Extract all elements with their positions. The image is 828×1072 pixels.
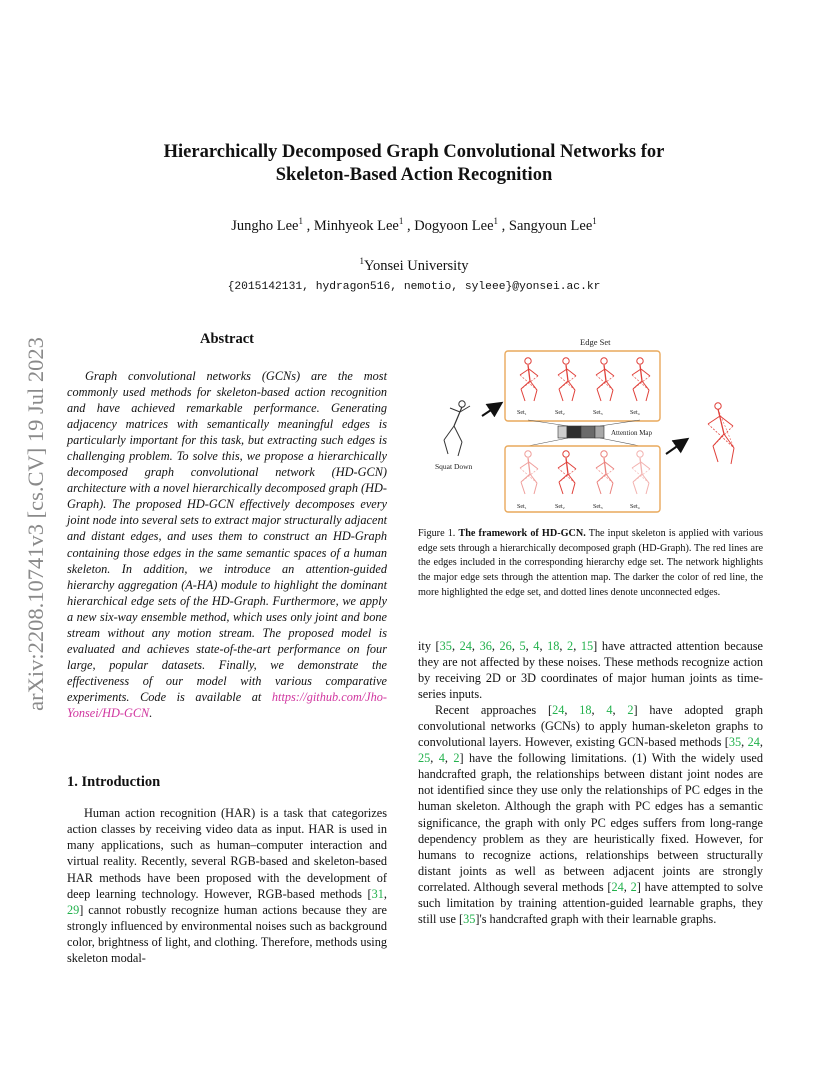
arxiv-identifier: arXiv:2208.10741v3 [cs.CV] 19 Jul 2023 xyxy=(23,337,48,711)
citation-link[interactable]: 25 xyxy=(418,751,431,766)
output-skeleton-icon xyxy=(708,403,734,464)
citation-separator: , xyxy=(444,751,454,766)
figure-caption xyxy=(418,527,763,601)
affiliation-mark: 1 xyxy=(298,216,303,227)
output-arrow-icon xyxy=(666,440,686,454)
connector-line xyxy=(600,438,640,446)
edge-set-label: Edge Set xyxy=(580,337,611,347)
set-label: Set₄ xyxy=(630,504,640,510)
body-text: ity [ xyxy=(418,639,440,653)
skeleton-set-2-icon xyxy=(558,358,576,401)
introduction-heading: 1. Introduction xyxy=(67,774,161,790)
citation-link[interactable]: 24 xyxy=(459,639,472,653)
author-emails: {2015142131, hydragon516, nemotio, syleee}@yonsei.ac.kr xyxy=(227,281,601,293)
paper-title xyxy=(0,141,828,187)
caption-bold: The framework of HD-GCN. xyxy=(458,528,586,539)
author-name: Minhyeok Lee xyxy=(313,218,399,234)
attention-map-bar xyxy=(558,426,604,438)
citation-separator: , xyxy=(430,751,439,766)
citation-link[interactable]: 35 xyxy=(728,735,742,750)
citation-separator: , xyxy=(559,639,568,653)
citation-link[interactable]: 2 xyxy=(627,703,634,718)
weighted-skeleton-1-icon xyxy=(520,451,538,494)
weighted-skeleton-4-icon xyxy=(632,451,650,494)
citation-link[interactable]: 26 xyxy=(499,639,512,653)
set-label: Set₃ xyxy=(593,410,603,416)
author-separator: , xyxy=(498,218,509,234)
citation-link[interactable]: 18 xyxy=(579,703,592,718)
caption-prefix: Figure 1. xyxy=(418,528,459,539)
citation-link[interactable]: 31 xyxy=(371,886,384,901)
skeleton-set-1-icon xyxy=(520,358,538,401)
author-list xyxy=(0,218,828,235)
citation-separator: , xyxy=(612,703,628,718)
abstract-end: . xyxy=(149,705,153,720)
citation-link[interactable]: 2 xyxy=(630,879,637,894)
citation-group xyxy=(612,880,637,894)
set-label: Set₁ xyxy=(517,504,527,510)
input-skeleton-icon xyxy=(444,401,470,456)
set-label: Set₄ xyxy=(630,410,640,416)
citation-link[interactable]: 24 xyxy=(611,879,624,894)
affiliation-mark: 1 xyxy=(359,256,365,267)
set-label: Set₁ xyxy=(517,410,527,416)
connector-line xyxy=(528,438,568,446)
affiliation-name: Yonsei University xyxy=(364,258,469,274)
weighted-skeleton-3-icon xyxy=(596,451,614,494)
affiliation-mark: 1 xyxy=(493,216,499,227)
body-text: Recent approaches [ xyxy=(435,703,553,718)
author-name: Dogyoon Lee xyxy=(414,218,494,234)
citation-group xyxy=(440,639,594,653)
body-text: ] have attempted to solve such limitation by training attention-guided learnable graphs, they still use [ xyxy=(418,879,763,926)
citation-link[interactable]: 18 xyxy=(547,639,560,653)
citation-separator: , xyxy=(471,639,480,653)
set-label: Set₂ xyxy=(555,504,565,510)
body-text: ] have adopted graph convolutional networks (GCNs) to apply human-skeleton graphs to convolutional layers. However, existing GCN-based methods [ xyxy=(418,703,763,750)
citation-link[interactable]: 4 xyxy=(606,703,613,718)
skeleton-set-3-icon xyxy=(596,358,614,401)
citation-separator: , xyxy=(451,639,460,653)
citation-separator: , xyxy=(539,639,548,653)
right-column-body xyxy=(418,638,763,927)
caption-text: The input skeleton is applied with various edge sets through a hierarchically decomposed graph (HD-Graph). The red lines are the edges included in the corresponding hierarchy edge set. The network highlights the major edge sets through the attention map. The darker the color of red line, the more highlighted the edge set, and dotted lines denote unconnected edges. xyxy=(418,528,764,598)
citation-link[interactable]: 35 xyxy=(439,639,452,653)
citation-link[interactable]: 2 xyxy=(567,639,574,653)
citation-group xyxy=(552,703,633,717)
intro-text: Human action recognition (HAR) is a task that categorizes action classes by receiving video data as input. HAR is used in many applications, such as human–computer interaction and virtual reality. Recently, several RGB-based and skeleton-based HAR methods have been proposed with the development of deep learning technology. However, RGB-based methods [ xyxy=(67,806,387,901)
introduction-body xyxy=(67,805,387,967)
affiliation-mark: 1 xyxy=(398,216,404,227)
abstract-body xyxy=(67,368,387,721)
framework-diagram xyxy=(418,334,763,518)
citation-link[interactable]: 5 xyxy=(519,639,526,653)
citation-separator: , xyxy=(623,879,631,894)
citation-link[interactable]: 24 xyxy=(747,735,760,750)
citation-link[interactable]: 2 xyxy=(453,751,460,766)
citation-separator: , xyxy=(741,735,748,750)
paragraph xyxy=(418,638,763,702)
input-arrow-icon xyxy=(482,404,500,416)
arxiv-sidebar xyxy=(18,294,54,754)
citation-separator: , xyxy=(564,703,580,718)
body-text: ] have the following limitations. (1) With the widely used handcrafted graph, the relationships between distant joint nodes are not identified since they use only the relationships of PC edges in the human skeleton. Although the graph with PC edges has a semantic significance, the graph with only PC edges suffers from long-range dependency problem as they are heuristically fixed. However, for humans to recognize actions, relationships between structurally distant joints as well as between adjacent joints are strongly correlated. Although several methods [ xyxy=(418,751,763,894)
citation-link[interactable]: 35 xyxy=(463,911,476,926)
citation-link[interactable]: 15 xyxy=(580,639,594,653)
skeleton-set-4-icon xyxy=(632,358,650,401)
citation-link[interactable]: 4 xyxy=(438,751,445,766)
citation-link[interactable]: 29 xyxy=(67,902,80,917)
author-separator: , xyxy=(403,218,415,234)
citation-separator: , xyxy=(383,886,387,901)
title-line-1: Hierarchically Decomposed Graph Convolutional Networks for xyxy=(163,142,665,162)
body-text: ] have attracted attention because they are not affected by these noises. These methods recognize action by receiving 2D or 3D coordinates of major human joints as time-series inputs. xyxy=(418,639,764,702)
citation-separator: , xyxy=(525,639,534,653)
weighted-skeleton-2-icon xyxy=(558,451,576,494)
body-text: ]'s handcrafted graph with their learnable graphs. xyxy=(475,911,717,926)
author-name: Sangyoun Lee xyxy=(508,218,593,234)
set-label: Set₃ xyxy=(593,504,603,510)
citation-link[interactable]: 36 xyxy=(479,639,492,653)
citation-separator: , xyxy=(573,639,581,653)
citation-link[interactable]: 4 xyxy=(533,639,540,653)
abstract-text: Graph convolutional networks (GCNs) are the most commonly used methods for skeleton-based action recognition and have achieved remarkable performance. Generating adjacency matrices with semantically meaningful edges is particularly important for this task, but extracting such edges is challenging problem. To solve this, we propose a hierarchically decomposed graph convolutional network (HD-GCN) architecture with a novel hierarchically decomposed graph (HD-Graph). The proposed HD-GCN effectively decomposes every joint node into several sets to extract major structurally adjacent and distant edges, and uses them to construct an HD-Graph containing those edges in the same semantic spaces of a human skeleton. In addition, we introduce an attention-guided hierarchy aggregation (A-HA) module to highlight the dominant hierarchical edge sets of the HD-Graph. Furthermore, we apply a new six-way ensemble method, which uses only joint and bone stream without any motion stream. The proposed model is evaluated and achieves state-of-the-art performance on four large, popular datasets. Finally, we demonstrate the effectiveness of our model with various comparative experiments. Code is available at xyxy=(67,369,388,704)
citation-separator: , xyxy=(591,703,607,718)
squat-down-label: Squat Down xyxy=(435,462,473,471)
citation-separator: , xyxy=(491,639,500,653)
author-separator: , xyxy=(302,218,314,234)
intro-text: ] cannot robustly recognize human actions because they are strongly influenced by environmental noises such as background color, brightness of light, and clothing. Therefore, methods using skeleton modal- xyxy=(67,902,387,966)
affiliation-mark: 1 xyxy=(592,216,597,227)
citation-link[interactable]: 24 xyxy=(552,703,565,718)
figure-1 xyxy=(418,334,763,518)
paragraph xyxy=(418,702,763,927)
set-label: Set₂ xyxy=(555,410,565,416)
abstract-heading: Abstract xyxy=(200,331,254,347)
title-line-2: Skeleton-Based Action Recognition xyxy=(275,165,553,185)
citation-separator: , xyxy=(759,735,763,750)
affiliation xyxy=(0,258,828,275)
citation-separator: , xyxy=(511,639,520,653)
code-link[interactable]: https://github.com/Jho-Yonsei/HD-GCN xyxy=(67,689,387,720)
author-name: Jungho Lee xyxy=(231,218,299,234)
attention-map-label: Attention Map xyxy=(611,429,653,437)
